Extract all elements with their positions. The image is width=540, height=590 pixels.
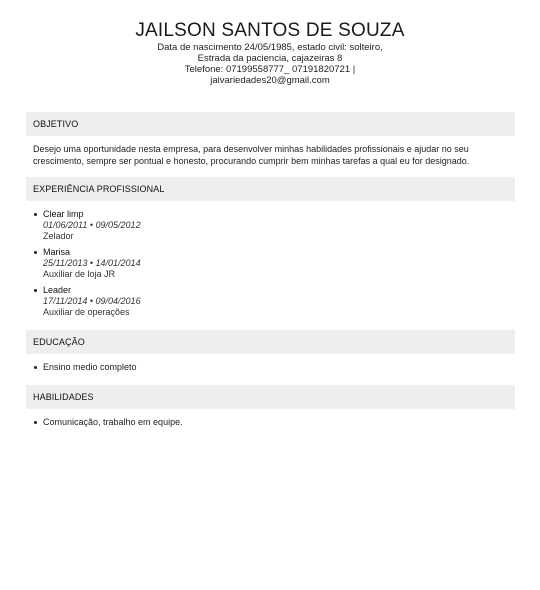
section-objetivo bbox=[26, 112, 515, 167]
contact-address-line: Estrada da paciencia, cajazeiras 8 bbox=[197, 53, 343, 64]
section-title-educacao: EDUCAÇÃO bbox=[33, 337, 85, 347]
section-experiencia bbox=[26, 177, 515, 323]
section-title-habilidades: HABILIDADES bbox=[33, 392, 94, 402]
section-header-objetivo bbox=[26, 112, 515, 136]
list-item bbox=[33, 417, 515, 428]
skill-item: Comunicação, trabalho em equipe. bbox=[43, 417, 183, 427]
section-header-educacao bbox=[26, 330, 515, 354]
job-company: Leader bbox=[43, 285, 72, 295]
candidate-name: JAILSON SANTOS DE SOUZA bbox=[135, 20, 405, 41]
job-company: Marisa bbox=[43, 247, 71, 257]
education-list bbox=[26, 354, 515, 373]
list-item bbox=[33, 362, 515, 373]
job-role: Auxiliar de loja JR bbox=[43, 269, 116, 279]
section-header-habilidades bbox=[26, 385, 515, 409]
contact-birth-line: Data de nascimento 24/05/1985, estado civil: solteiro, bbox=[157, 42, 383, 53]
skills-list bbox=[26, 409, 515, 428]
contact-email-line: jaivariedades20@gmail.com bbox=[210, 75, 330, 86]
section-habilidades bbox=[26, 385, 515, 433]
job-item bbox=[33, 247, 515, 280]
contact-phone-line: Telefone: 07199558777_ 07191820721 | bbox=[184, 64, 356, 75]
job-dates: 25/11/2013 • 14/01/2014 bbox=[43, 258, 141, 268]
job-item bbox=[33, 209, 515, 242]
section-header-experiencia bbox=[26, 177, 515, 201]
section-educacao bbox=[26, 330, 515, 378]
education-item: Ensino medio completo bbox=[43, 362, 137, 372]
objective-text: Desejo uma oportunidade nesta empresa, para desenvolver minhas habilidades profissionais e ajudar no seu crescimento, sempre ser pontual e honesto, procurando cumprir bem minhas tarefas a qual eu for designado. bbox=[33, 144, 470, 166]
job-item bbox=[33, 285, 515, 318]
job-company: Clear limp bbox=[43, 209, 84, 219]
job-list bbox=[26, 201, 515, 318]
job-role: Zelador bbox=[43, 231, 74, 241]
job-dates: 17/11/2014 • 09/04/2016 bbox=[43, 296, 141, 306]
job-dates: 01/06/2011 • 09/05/2012 bbox=[43, 220, 141, 230]
job-role: Auxiliar de operações bbox=[43, 307, 130, 317]
resume-header bbox=[0, 20, 540, 86]
section-title-objetivo: OBJETIVO bbox=[33, 119, 79, 129]
section-title-experiencia: EXPERIÊNCIA PROFISSIONAL bbox=[33, 184, 165, 194]
